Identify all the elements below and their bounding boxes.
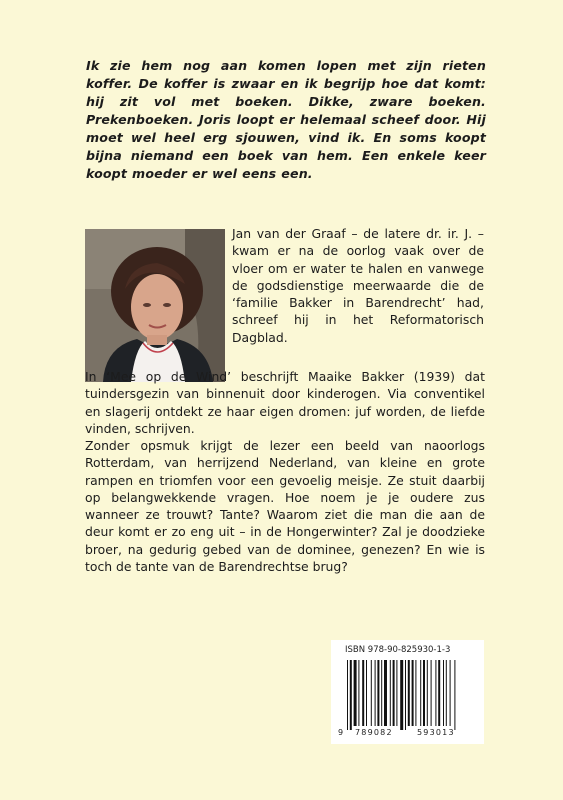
barcode-bar xyxy=(377,660,379,726)
barcode-lead-digit: 9 xyxy=(338,728,344,737)
barcode-bar xyxy=(412,660,414,726)
barcode-bar xyxy=(400,660,403,730)
barcode-bar xyxy=(427,660,428,726)
barcode-bar xyxy=(454,660,455,730)
barcode-bar xyxy=(362,660,364,726)
barcode-bar xyxy=(435,660,436,726)
barcode-bar xyxy=(443,660,444,726)
barcode-bar xyxy=(446,660,447,726)
barcode-bar xyxy=(420,660,421,726)
author-photo xyxy=(85,229,225,382)
barcode-bar xyxy=(354,660,357,726)
barcode-bar xyxy=(381,660,382,726)
bio-paragraph-3: Zonder opsmuk krijgt de lezer een beeld van naoorlogs Rotterdam, van herrijzend Nederland, van kleine en grote rampen en triomfen voor een gevoelig meisje. Ze stuit daarbij op belangwekkende vragen. Hoe noem je je oudere zus wanneer ze trouwt? Tante? Waarom ziet die man die aan de deur komt er zo eng uit – in de Hongerwinter? Zal je doodzieke broer, na gedurig gebed van de dominee, genezen? En wie is toch de tante van de Barendrechtse brug? xyxy=(85,438,485,575)
barcode-bar xyxy=(431,660,432,726)
barcode-bars xyxy=(331,640,484,744)
barcode-bar xyxy=(415,660,416,726)
isbn-label: ISBN 978-90-825930-1-3 xyxy=(345,645,451,655)
barcode-bar xyxy=(350,660,352,730)
barcode-bar xyxy=(366,660,367,726)
isbn-barcode xyxy=(331,640,484,744)
barcode-bar xyxy=(358,660,359,726)
opening-quote: Ik zie hem nog aan komen lopen met zijn rieten koffer. De koffer is zwaar en ik begrijp hoe dat komt: hij zit vol met boeken. Dikke, zware boeken. Prekenboeken. Joris loopt er helemaal scheef door. Hij moet wel heel erg sjouwen, vind ik. En soms koopt bijna niemand een boek van hem. Een enkele keer koopt moeder er wel eens een. xyxy=(86,58,486,181)
bio-paragraph-2: In ‘Mee op de Wind’ beschrijft Maaike Bakker (1939) dat tuindersgezin van binnenuit door kinderogen. Via conventikel en slagerij ontdekt ze haar eigen dromen: juf worden, de liefde vinden, schrijven. xyxy=(85,369,485,436)
barcode-bar xyxy=(347,660,348,730)
barcode-bar xyxy=(371,660,372,726)
barcode-bar xyxy=(438,660,440,726)
barcode-bar xyxy=(405,660,406,730)
barcode-bar xyxy=(375,660,376,726)
barcode-bar xyxy=(396,660,397,726)
barcode-digits-right: 593013 xyxy=(417,728,455,737)
barcode-digits-left: 789082 xyxy=(355,728,393,737)
barcode-bar xyxy=(423,660,425,726)
barcode-bar xyxy=(393,660,395,726)
barcode-bar xyxy=(408,660,410,726)
bio-paragraph-1: Jan van der Graaf – de latere dr. ir. J. – kwam er na de oorlog vaak over de vloer om er water te halen en vanwege de godsdienstige meerwaarde die de ‘familie Bakker in Barendrecht’ had, schreef hij in het Reformatorisch Dagblad. xyxy=(232,226,484,345)
barcode-bar xyxy=(390,660,391,726)
barcode-bar xyxy=(450,660,451,726)
barcode-bar xyxy=(384,660,387,726)
